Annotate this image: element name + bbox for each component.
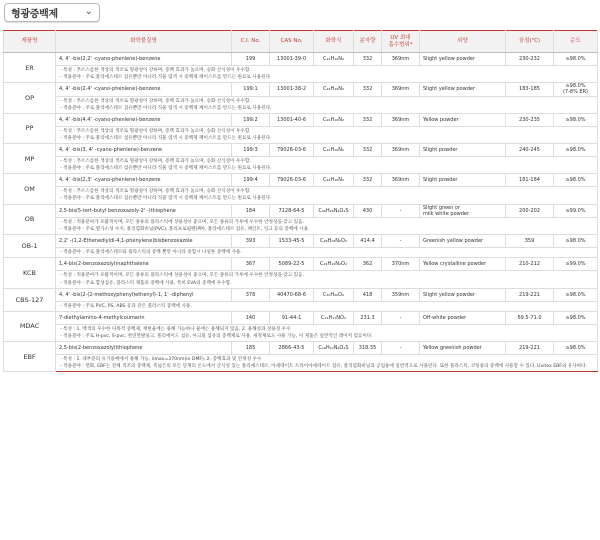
- product-description: [56, 126, 598, 143]
- product-description-row: [4, 301, 598, 311]
- column-header: C.I. No.: [232, 31, 270, 53]
- product-purity: ≥98.0%: [554, 235, 598, 248]
- product-uv: 369nm: [382, 83, 420, 97]
- product-row: [4, 311, 598, 324]
- product-row: [4, 144, 598, 157]
- product-chem: 2,5-bis(5-tert-butyl benzoxazoly-2' -)thiophene: [56, 204, 232, 218]
- product-name: OB: [4, 204, 56, 235]
- product-row: [4, 53, 598, 66]
- column-header: 외양: [420, 31, 506, 53]
- description-line: - 적용분야 : 주로 폴리에스테르 섬유뿐만 아니라 직물 염색 시 증백제 페이스트를 만드는 원료로 사용된다.: [60, 75, 272, 81]
- product-name: MP: [4, 144, 56, 174]
- product-row: [4, 341, 598, 354]
- product-mp: 230-232: [506, 53, 554, 66]
- product-mp: 200-202: [506, 204, 554, 218]
- product-cas: 79026-03-6: [270, 174, 314, 187]
- product-cas: 13001-38-2: [270, 83, 314, 97]
- product-mp: 183-185: [506, 83, 554, 97]
- product-uv: 369nm: [382, 144, 420, 157]
- description-line: - 특성 : 푸르스름한 색상의 색조로 형광성이 강하며, 증백 효과가 높으며, 승화 산식성이 우수함.: [60, 159, 251, 165]
- product-row: [4, 235, 598, 248]
- product-description-row: [4, 126, 598, 143]
- product-formula: C₂₄H₁₆N₂: [314, 113, 354, 126]
- column-header: 융점(℃): [506, 31, 554, 53]
- table-header-row: [4, 31, 598, 53]
- product-uv: 359nm: [382, 288, 420, 301]
- column-header: 제품명: [4, 31, 56, 53]
- product-name: ER: [4, 53, 56, 83]
- product-formula: C₂₄H₁₆N₂: [314, 144, 354, 157]
- product-uv: 369nm: [382, 113, 420, 126]
- product-mw: 332: [354, 113, 382, 126]
- product-mp: 181-184: [506, 174, 554, 187]
- column-header: 순도: [554, 31, 598, 53]
- product-mw: 430: [354, 204, 382, 218]
- product-description: [56, 301, 598, 311]
- description-line: - 적용분야 : 주로 폴리에스테르 섬유뿐만 아니라 직물 염색 시 증백제 페이스트를 만드는 원료로 사용된다.: [60, 166, 272, 172]
- product-cas: 91-44-1: [270, 311, 314, 324]
- product-mp: 240-245: [506, 144, 554, 157]
- product-formula: C₁₈H₁₀N₂O₂S: [314, 341, 354, 354]
- product-uv: 369nm: [382, 174, 420, 187]
- product-purity: ≥98.0%: [554, 288, 598, 301]
- product-purity: ≥98.0%: [554, 341, 598, 354]
- product-ci: 184: [232, 204, 270, 218]
- product-formula: C₃₀H₂₆O₂: [314, 288, 354, 301]
- chevron-down-icon[interactable]: ⌄: [84, 6, 93, 17]
- product-formula: C₂₄H₁₄N₂O₂: [314, 258, 354, 271]
- product-name: EBF: [4, 341, 56, 371]
- product-name: OM: [4, 174, 56, 204]
- product-ci: 393: [232, 235, 270, 248]
- description-line: - 적용분야 : 주로 폴리에스테르 섬유뿐만 아니라 직물 염색 시 증백제 페이스트를 만드는 원료로 사용된다.: [60, 105, 272, 111]
- description-line: - 적용분야 : 주로 PVC, PS, ABS 등과 같은 플라스틱 증백에 사용.: [60, 303, 192, 309]
- product-row: [4, 83, 598, 97]
- product-appearance: Greenish yellow powder: [420, 235, 506, 248]
- product-name: PP: [4, 113, 56, 143]
- product-row: [4, 288, 598, 301]
- product-purity: ≥99.0%: [554, 258, 598, 271]
- product-description-row: [4, 66, 598, 83]
- product-appearance: Slight yellow powder: [420, 83, 506, 97]
- product-description-row: [4, 271, 598, 288]
- product-uv: 370nm: [382, 258, 420, 271]
- product-row: [4, 174, 598, 187]
- description-line: - 특성 : 1. 백색의 우수한 다목적 증백제, 재현율에는 용해 가능하나 물에는 용해되지 않음, 2. 용해성과 상용성 우수: [60, 326, 291, 332]
- description-line: - 적용분야 : 주로 H-pvc, S-pvc, 천연면발실크, 폴리에이드 섬유, 아크릴 섬유의 증백제로 사용, 세정제로도 사용 가능, 이 제품은 일반적인 레이저 염료이다.: [60, 333, 373, 339]
- product-description-row: [4, 187, 598, 204]
- product-description: [56, 218, 598, 235]
- product-description: [56, 157, 598, 174]
- product-description-row: [4, 354, 598, 371]
- product-description-row: [4, 218, 598, 235]
- product-description-row: [4, 157, 598, 174]
- product-purity: ≥98.0%: [554, 113, 598, 126]
- product-cas: 2866-43-5: [270, 341, 314, 354]
- product-uv: -: [382, 235, 420, 248]
- product-ci: 199:4: [232, 174, 270, 187]
- product-formula: C₂₈H₁₈N₂O₂: [314, 235, 354, 248]
- column-header: 분자량: [354, 31, 382, 53]
- product-mw: 418: [354, 288, 382, 301]
- product-chem: 4, 4' -bis(2,2' -cyano-phenlene)-benzene: [56, 53, 232, 66]
- product-mw: 332: [354, 83, 382, 97]
- product-mp: 359: [506, 235, 554, 248]
- product-appearance: Off-white powder: [420, 311, 506, 324]
- category-dropdown[interactable]: [4, 3, 100, 22]
- product-cas: 7128-64-5: [270, 204, 314, 218]
- product-chem: 4, 4' -bis(4,4' -cyano-phenlene)-benzene: [56, 113, 232, 126]
- product-mp: 219-221: [506, 341, 554, 354]
- product-mp: 219-221: [506, 288, 554, 301]
- product-chem: 2,5-bis(2-benzoxazolyl)thiophene: [56, 341, 232, 354]
- product-mp: 210-212: [506, 258, 554, 271]
- product-ci: 367: [232, 258, 270, 271]
- product-name: CBS-127: [4, 288, 56, 311]
- product-description: [56, 271, 598, 288]
- product-row: [4, 113, 598, 126]
- product-description: [56, 187, 598, 204]
- product-mw: 332: [354, 174, 382, 187]
- description-line: - 적용분야 : 면화, EBF는 전체 색조의 증백제, 폭넓은의 모든 단계의 온도에서 산식성 있는 폴리에스테르, 아세테이트 트라이아세테이트 섬유, 폴리염화비닐과 공업용에 일반적으로 사용된다. 또한 플라스틱, 코팅용의 증백에 사용할 수 있다. Uvitex EBF와 유사하다.: [60, 364, 588, 370]
- product-description-row: [4, 324, 598, 341]
- product-uv: -: [382, 204, 420, 218]
- description-line: - 적용분야 : 주로 폴리에스테르 섬유뿐만 아니라 직물 염색 시 증백제 페이스트를 만드는 원료로 사용된다.: [60, 196, 272, 202]
- product-uv: -: [382, 311, 420, 324]
- product-appearance: Slight yellow powder: [420, 53, 506, 66]
- product-formula: C₂₄H₁₆N₂: [314, 174, 354, 187]
- product-name: KCB: [4, 258, 56, 288]
- description-line: - 특성 : 적용분야가 포괄적이며, 모든 종류의 플라스틱에 상용성이 좋으며, 모든 종류의 가루에 우수한 안정성을 갖고 있음.: [60, 273, 304, 279]
- product-description: [56, 324, 598, 341]
- column-header: CAS No.: [270, 31, 314, 53]
- product-chem: 1,4-bis(2-benzoxazolyl)naphthalene: [56, 258, 232, 271]
- product-ci: 199:2: [232, 113, 270, 126]
- product-appearance: Yellow powder: [420, 113, 506, 126]
- product-description: [56, 354, 598, 371]
- product-name: OB-1: [4, 235, 56, 258]
- product-cas: 1533-45-5: [270, 235, 314, 248]
- product-chem: 4, 4' -bis(2,3' -cyano-phenlene)-benzene: [56, 174, 232, 187]
- product-ci: 378: [232, 288, 270, 301]
- product-cas: 79026-03-6: [270, 144, 314, 157]
- description-line: - 적용분야 : 주로 열가소성 수지, 폴리염화비닐(PVC), 폴리프로필렌(PP), 폴리에스테르 섬유, 페인트, 잉크 등의 증백에 사용.: [60, 227, 310, 233]
- product-appearance: Yellow greenish powder: [420, 341, 506, 354]
- product-ci: 199:1: [232, 83, 270, 97]
- product-mw: 231.3: [354, 311, 382, 324]
- product-mp: 69.5-71.0: [506, 311, 554, 324]
- product-chem: 4, 4' -bis(3, 4' -cyano-phenlene)-benzene: [56, 144, 232, 157]
- product-chem: 4, 4' -bis(2-(2-methoxyphenyl)ethenyl)-1, 1' -diphenyl: [56, 288, 232, 301]
- product-purity: ≥98.0%: [554, 144, 598, 157]
- category-title: 형광증백제: [11, 9, 58, 20]
- product-ci: 140: [232, 311, 270, 324]
- product-mw: 332: [354, 53, 382, 66]
- product-name: OP: [4, 83, 56, 114]
- product-appearance: Slight powder: [420, 174, 506, 187]
- description-line: - 적용분야 : 주로 폴리에스테르 섬유뿐만 아니라 직물 염색 시 증백제 페이스트를 만드는 원료로 사용된다.: [60, 136, 272, 142]
- product-description: [56, 96, 598, 113]
- product-purity: ≥99.0%: [554, 204, 598, 218]
- products-table: [3, 30, 598, 372]
- product-formula: C₂₄H₁₆N₂: [314, 83, 354, 97]
- product-description: [56, 248, 598, 258]
- product-mw: 362: [354, 258, 382, 271]
- column-header: 화학식: [314, 31, 354, 53]
- product-cas: 5089-22-5: [270, 258, 314, 271]
- product-mw: 332: [354, 144, 382, 157]
- product-cas: 40470-68-6: [270, 288, 314, 301]
- product-cas: 13001-40-6: [270, 113, 314, 126]
- column-header: UV 최대 흡수범위*: [382, 31, 420, 53]
- product-chem: 2,2' -(1,2-Ethenediyldi-4,1-phenylene)bisbenzoxazole: [56, 235, 232, 248]
- product-row: [4, 258, 598, 271]
- product-mp: 230-235: [506, 113, 554, 126]
- product-formula: C₂₄H₁₆N₂: [314, 53, 354, 66]
- product-ci: 199:3: [232, 144, 270, 157]
- product-ci: 185: [232, 341, 270, 354]
- description-line: - 특성 : 푸르스름한 색상의 색조로 형광성이 강하며, 증백 효과가 높으며, 승화 산식성이 우수함.: [60, 98, 251, 104]
- product-appearance: Slight yellow powder: [420, 288, 506, 301]
- product-appearance: Slight green or milk white powder: [420, 204, 506, 218]
- column-header: 화학물질명: [56, 31, 232, 53]
- description-line: - 특성 : 적용분야가 포괄적이며, 모든 종류의 플라스틱에 상용성이 좋으며, 모든 종류의 가루에 우수한 안정성을 갖고 있음.: [60, 220, 304, 226]
- description-line: - 특성 : 푸르스름한 색상의 색조로 형광성이 강하며, 증백 효과가 높으며, 승화 산식성이 우수함.: [60, 189, 251, 195]
- product-description-row: [4, 248, 598, 258]
- product-chem: 4, 4' -bis(2,4' -cyano-phenlene)-benzene: [56, 83, 232, 97]
- product-purity: ≥98.0% (7-8% ER): [554, 83, 598, 97]
- product-row: [4, 204, 598, 218]
- description-line: - 적용분야 : 주로 합성섬유, 플라스틱 제품의 증백에 사용, 특히 EVA의 증백에 우수함.: [60, 280, 232, 286]
- product-formula: C₁₄H₁₇NO₂: [314, 311, 354, 324]
- product-purity: ≥98.0%: [554, 53, 598, 66]
- product-appearance: Yellow crystalline powder: [420, 258, 506, 271]
- product-uv: 369nm: [382, 53, 420, 66]
- product-description-row: [4, 96, 598, 113]
- product-name: MDAC: [4, 311, 56, 341]
- product-appearance: Slight powder: [420, 144, 506, 157]
- product-uv: -: [382, 341, 420, 354]
- product-chem: 7-diethylamino-4-methylcoumarin: [56, 311, 232, 324]
- description-line: - 적용분야 : 주로 폴리에스테르와 플라스틱의 증백 뿐만 아니라 중합시 나일론 증백에 사용.: [60, 250, 242, 256]
- product-purity: ≥98.0%: [554, 311, 598, 324]
- description-line: - 특성 : 1. 대부분의 유기용매에서 용해 가능, λmax=370nm(in DMF), 2. 증백효과 및 안정성 우수: [60, 356, 262, 362]
- product-cas: 13001-39-0: [270, 53, 314, 66]
- product-purity: ≥98.0%: [554, 174, 598, 187]
- product-formula: C₂₆H₂₆N₂O₂S: [314, 204, 354, 218]
- product-mw: 414.4: [354, 235, 382, 248]
- description-line: - 특성 : 푸르스름한 색상의 색조로 형광성이 강하며, 증백 효과가 높으며, 승화 산식성이 우수함.: [60, 68, 251, 73]
- description-line: - 특성 : 푸르스름한 색상의 색조로 형광성이 강하며, 증백 효과가 높으며, 승화 산식성이 우수함.: [60, 128, 251, 134]
- product-description: [56, 66, 598, 83]
- product-mw: 318.35: [354, 341, 382, 354]
- product-ci: 199: [232, 53, 270, 66]
